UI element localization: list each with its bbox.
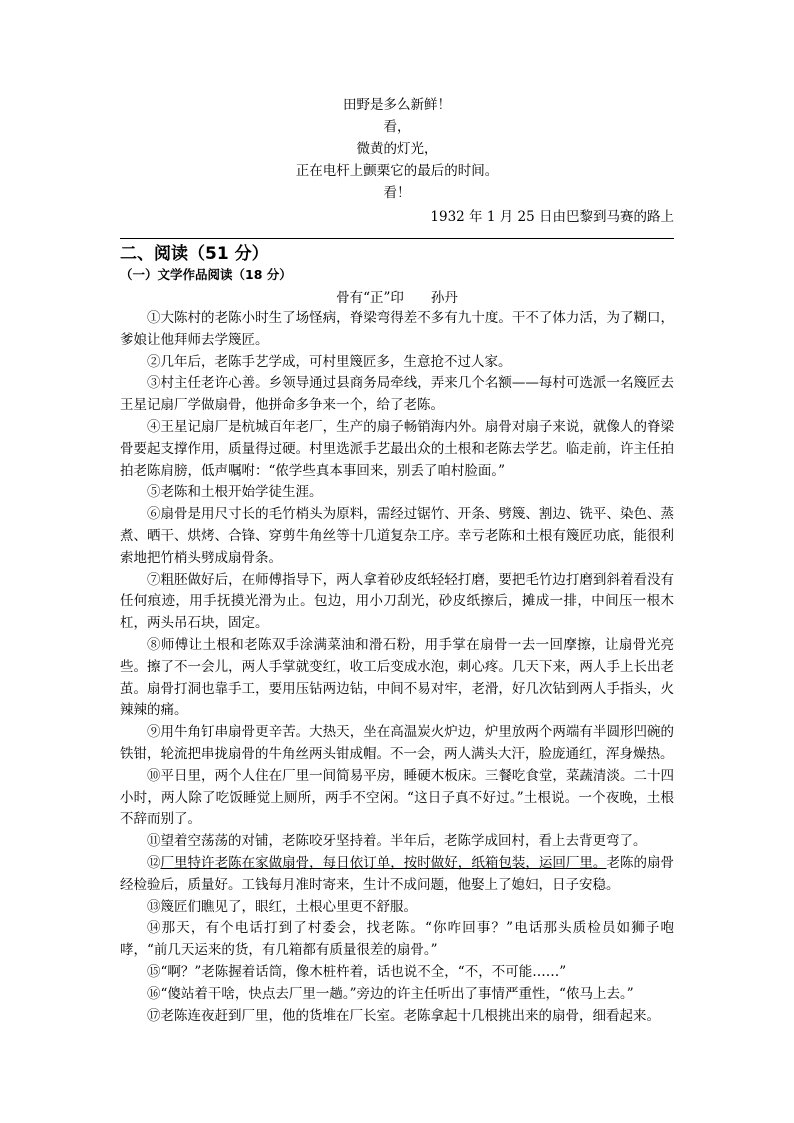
poem-line: 看！: [383, 185, 411, 201]
paragraph-3: ③村主任老许心善。乡领导通过县商务局牵线，弄来几个名额——每村可选派一名篾匠去王星记扇厂学做扇骨，他拼命多争来一个，给了老陈。: [120, 375, 674, 414]
section-title: 二、阅读（51 分）: [120, 244, 269, 264]
article-body: [120, 308, 674, 1027]
paragraph-16: ⑯“傻站着干啥，快点去厂里一趟。”旁边的许主任听出了事情严重性，“侬马上去。”: [147, 985, 634, 1002]
poem-line: 田野是多么新鲜！: [343, 97, 451, 113]
paragraph-4: ④王星记扇厂是杭城百年老厂，生产的扇子畅销海内外。扇骨对扇子来说，就像人的脊梁骨要起支撑作用，质量得过硬。村里选派手艺最出众的土根和老陈去学艺。临走前，许主任拍拍老陈肩膀，低声嘱咐：“侬学些真本事回来，别丢了咱村脸面。”: [120, 418, 674, 479]
paragraph-6: ⑥扇骨是用尺寸长的毛竹梢头为原料，需经过锯竹、开条、劈篾、割边、铣平、染色、蒸煮、晒干、烘烤、合锋、穿剪牛角丝等十几道复杂工序。幸亏老陈和土根有篾匠功底，能很利索地把竹梢头劈成扇骨条。: [120, 506, 674, 566]
section-divider: [120, 238, 674, 239]
paragraph-13: ⑬篾匠们瞧见了，眼红，土根心里更不舒服。: [147, 898, 417, 915]
paragraph-10: ⑩平日里，两个人住在厂里一间简易平房，睡硬木板床。三餐吃食堂，菜蔬清淡。二十四小时，两人除了吃饭睡觉上厕所，两手不空闲。“这日子真不好过。”土根说。一个夜晚，土根不辞而别了。: [120, 767, 674, 828]
article-title: 骨有“正”印 孙丹: [336, 290, 458, 306]
poem-line: 微黄的灯光，: [356, 141, 438, 157]
paragraph-15: ⑮“啊？”老陈握着话筒，像木桩杵着，话也说不全，“不，不可能……”: [147, 963, 567, 980]
paragraph-2: ②几年后，老陈手艺学成，可村里篾匠多，生意抢不过人家。: [147, 353, 512, 370]
underlined-sentence: 厂里特许老陈在家做扇骨，每日依订单，按时做好，纸箱包装，运回厂里。: [160, 854, 607, 871]
paragraph-14: ⑭那天，有个电话打到了村委会，找老陈。“你咋回事？”电话那头质检员如狮子咆哮，“前几天运来的货，有几箱都有质量很差的扇骨。”: [120, 920, 674, 959]
poem-excerpt: [120, 94, 674, 228]
poem-line: 看，: [383, 119, 411, 135]
paragraph-17: ⑰老陈连夜赶到厂里，他的货堆在厂长室。老陈拿起十几根挑出来的扇骨，细看起来。: [147, 1007, 660, 1024]
poem-line: 正在电杆上颤栗它的最后的时间。: [295, 163, 499, 179]
paragraph-12: ⑫厂里特许老陈在家做扇骨，每日依订单，按时做好，纸箱包装，运回厂里。老陈的扇骨经检验后，质量好。工钱每月准时寄来，生计不成问题，他娶上了媳妇，日子安稳。: [120, 854, 675, 893]
paragraph-7: ⑦粗胚做好后，在师傅指导下，两人拿着砂皮纸轻轻打磨，要把毛竹边打磨到斜着看没有任何痕迹，用手抚摸光滑为止。包边，用小刀刮光，砂皮纸擦后，摊成一排，中间压一根木杠，两头吊石块，固定。: [120, 571, 674, 632]
subsection-title: （一）文学作品阅读（18 分）: [120, 267, 292, 282]
paragraph-5: ⑤老陈和土根开始学徒生涯。: [147, 484, 323, 501]
paragraph-8: ⑧师傅让土根和老陈双手涂满菜油和滑石粉，用手掌在扇骨一去一回摩擦，让扇骨光亮些。擦了不一会儿，两人手掌就变红，收工后变成水泡，刺心疼。几天下来，两人手上长出老茧。扇骨打洞也靠手工，要用压钻两边钻，中间不易对牢，老滑，好几次钻到两人手指头，火辣辣的痛。: [120, 636, 674, 719]
poem-date-line: 1932 年 1 月 25 日由巴黎到马赛的路上: [430, 209, 674, 225]
paragraph-11: ⑪望着空荡荡的对铺，老陈咬牙坚持着。半年后，老陈学成回村，看上去背更弯了。: [147, 833, 647, 850]
paragraph-1: ①大陈村的老陈小时生了场怪病，脊梁弯得差不多有九十度。干不了体力活，为了糊口，爹娘让他拜师去学篾匠。: [120, 310, 674, 348]
paragraph-9: ⑨用牛角钉串扇骨更辛苦。大热天，坐在高温炭火炉边，炉里放两个两端有半圆形凹碗的铁钳，轮流把串拢扇骨的牛角丝两头钳成帽。不一会，两人满头大汗，脸庞通红，浑身燥热。: [120, 724, 674, 762]
